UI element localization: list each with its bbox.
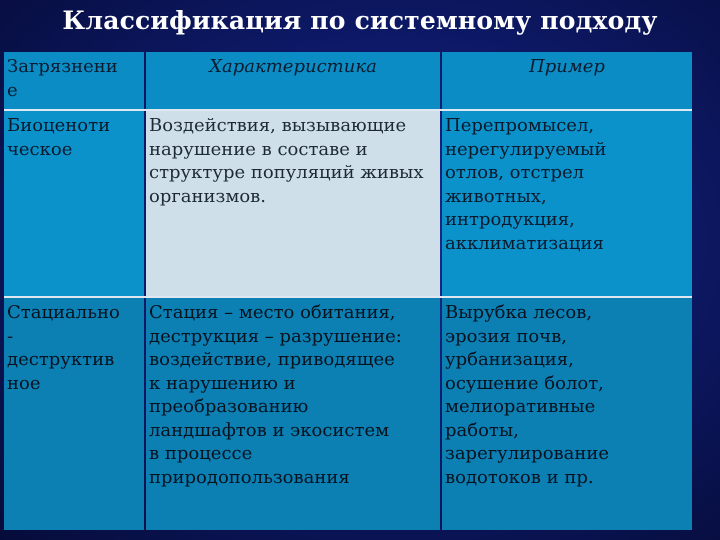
row-biocenotic-type: Биоценоти ческое (4, 111, 144, 296)
slide-title: Классификация по системному подходу (62, 6, 658, 35)
table-row (4, 111, 692, 296)
row-stational-type: Стациально - деструктив ное (4, 298, 144, 530)
header-characteristic: Характеристика (146, 52, 440, 109)
header-pollution: Загрязнени е (4, 52, 144, 109)
row-stational-example: Вырубка лесов, эрозия почв, урбанизация, осушение болот, мелиоративные работы, зарегулирование водотоков и пр. (442, 298, 692, 530)
table-row (4, 298, 692, 530)
classification-table (4, 52, 692, 530)
header-example: Пример (442, 52, 692, 109)
row-biocenotic-characteristic: Воздействия, вызывающие нарушение в составе и структуре популяций живых организмов. (146, 111, 440, 296)
row-biocenotic-example: Перепромысел, нерегулируемый отлов, отстрел животных, интродукция, акклиматизация (442, 111, 692, 296)
table-header-row (4, 52, 692, 109)
row-stational-characteristic: Стация – место обитания, деструкция – разрушение: воздействие, приводящее к нарушению и преобразованию ландшафтов и экосистем в процессе природопользования (146, 298, 440, 530)
